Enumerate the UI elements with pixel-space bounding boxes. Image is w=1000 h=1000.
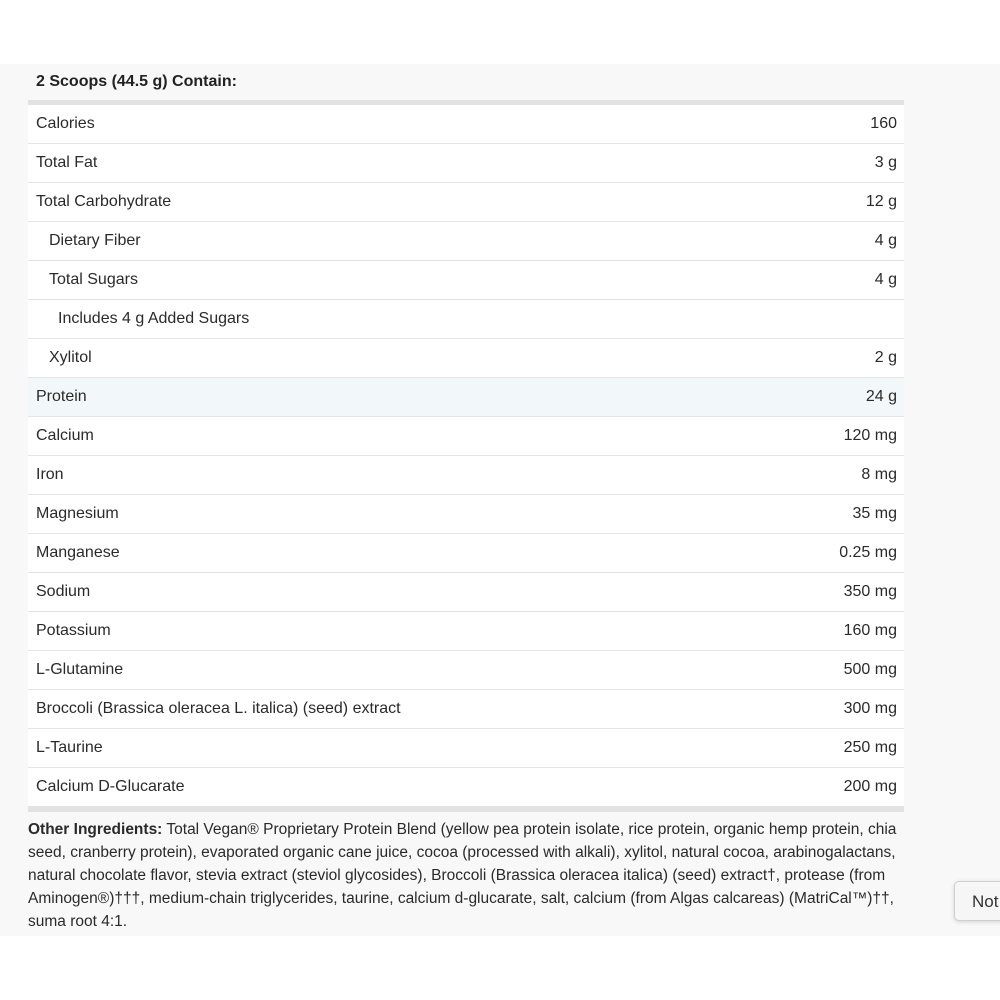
- nutrient-amount: 200 mg: [843, 778, 897, 795]
- nutrient-amount: 35 mg: [852, 505, 897, 522]
- nutrient-name: Manganese: [36, 544, 120, 561]
- table-row: [28, 105, 904, 144]
- nutrient-amount: 120 mg: [843, 427, 897, 444]
- nutrient-amount: 4 g: [874, 271, 897, 288]
- nutrient-amount: 2 g: [874, 349, 897, 366]
- nutrient-name: Potassium: [36, 622, 111, 639]
- table-row: [28, 456, 904, 495]
- table-row: [28, 729, 904, 768]
- other-ingredients: [28, 818, 908, 933]
- table-row: [28, 300, 904, 339]
- table-row: [28, 183, 904, 222]
- nutrient-name: L-Taurine: [36, 739, 103, 756]
- nutrition-rows: [28, 105, 904, 807]
- footer-divider: [28, 807, 904, 812]
- table-row: [28, 534, 904, 573]
- nutrient-name: Includes 4 g Added Sugars: [58, 310, 250, 327]
- nutrient-amount: 350 mg: [843, 583, 897, 600]
- nutrient-amount: 250 mg: [843, 739, 897, 756]
- table-row: [28, 651, 904, 690]
- nutrient-name: Xylitol: [49, 349, 92, 366]
- side-tab-button[interactable]: Not: [954, 881, 1000, 921]
- table-row: [28, 378, 904, 417]
- nutrition-table: [28, 64, 904, 812]
- nutrient-amount: 8 mg: [861, 466, 897, 483]
- serving-size-header: 2 Scoops (44.5 g) Contain:: [36, 73, 237, 90]
- nutrient-name: Total Carbohydrate: [36, 193, 172, 210]
- nutrient-amount: 160 mg: [843, 622, 897, 639]
- nutrient-name: Magnesium: [36, 505, 119, 522]
- table-row: [28, 261, 904, 300]
- nutrient-name: Calcium: [36, 427, 94, 444]
- nutrient-name: Iron: [36, 466, 64, 483]
- nutrient-name: Protein: [36, 388, 87, 405]
- other-ingredients-text: Total Vegan® Proprietary Protein Blend (yellow pea protein isolate, rice protein, organic hemp protein, chia seed, cranberry protein), evaporated organic cane juice, cocoa (processed with alkali), xylitol, natural cocoa, arabinogalactans, natural chocolate flavor, stevia extract (steviol glycosides), Broccoli (Brassica oleracea italica) (seed) extract†, protease (from Aminogen®)†††, medium-chain triglycerides, taurine, calcium d-glucarate, salt, calcium (from Algas calcareas) (MatriCal™)††, suma root 4:1.: [28, 821, 897, 930]
- nutrient-amount: 300 mg: [843, 700, 897, 717]
- nutrient-amount: 12 g: [865, 193, 897, 210]
- nutrient-name: Calcium D-Glucarate: [36, 778, 185, 795]
- nutrient-name: Broccoli (Brassica oleracea L. italica) (seed) extract: [36, 700, 401, 717]
- table-row: [28, 690, 904, 729]
- table-row: [28, 612, 904, 651]
- table-row: [28, 495, 904, 534]
- table-row: [28, 768, 904, 807]
- other-ingredients-label: Other Ingredients:: [28, 821, 163, 838]
- table-row: [28, 339, 904, 378]
- nutrient-name: Total Sugars: [49, 271, 138, 288]
- nutrient-amount: 500 mg: [843, 661, 897, 678]
- nutrient-amount: 4 g: [874, 232, 897, 249]
- nutrient-amount: 24 g: [865, 388, 897, 405]
- nutrient-name: L-Glutamine: [36, 661, 124, 678]
- nutrient-amount: 160: [870, 115, 897, 132]
- nutrient-amount: 0.25 mg: [839, 544, 897, 561]
- nutrient-name: Dietary Fiber: [49, 232, 141, 249]
- nutrient-amount: 3 g: [874, 154, 897, 171]
- table-row: [28, 573, 904, 612]
- table-row: [28, 144, 904, 183]
- table-row: [28, 222, 904, 261]
- table-row: [28, 417, 904, 456]
- nutrient-name: Calories: [36, 115, 95, 132]
- nutrient-name: Total Fat: [36, 154, 98, 171]
- nutrient-name: Sodium: [36, 583, 91, 600]
